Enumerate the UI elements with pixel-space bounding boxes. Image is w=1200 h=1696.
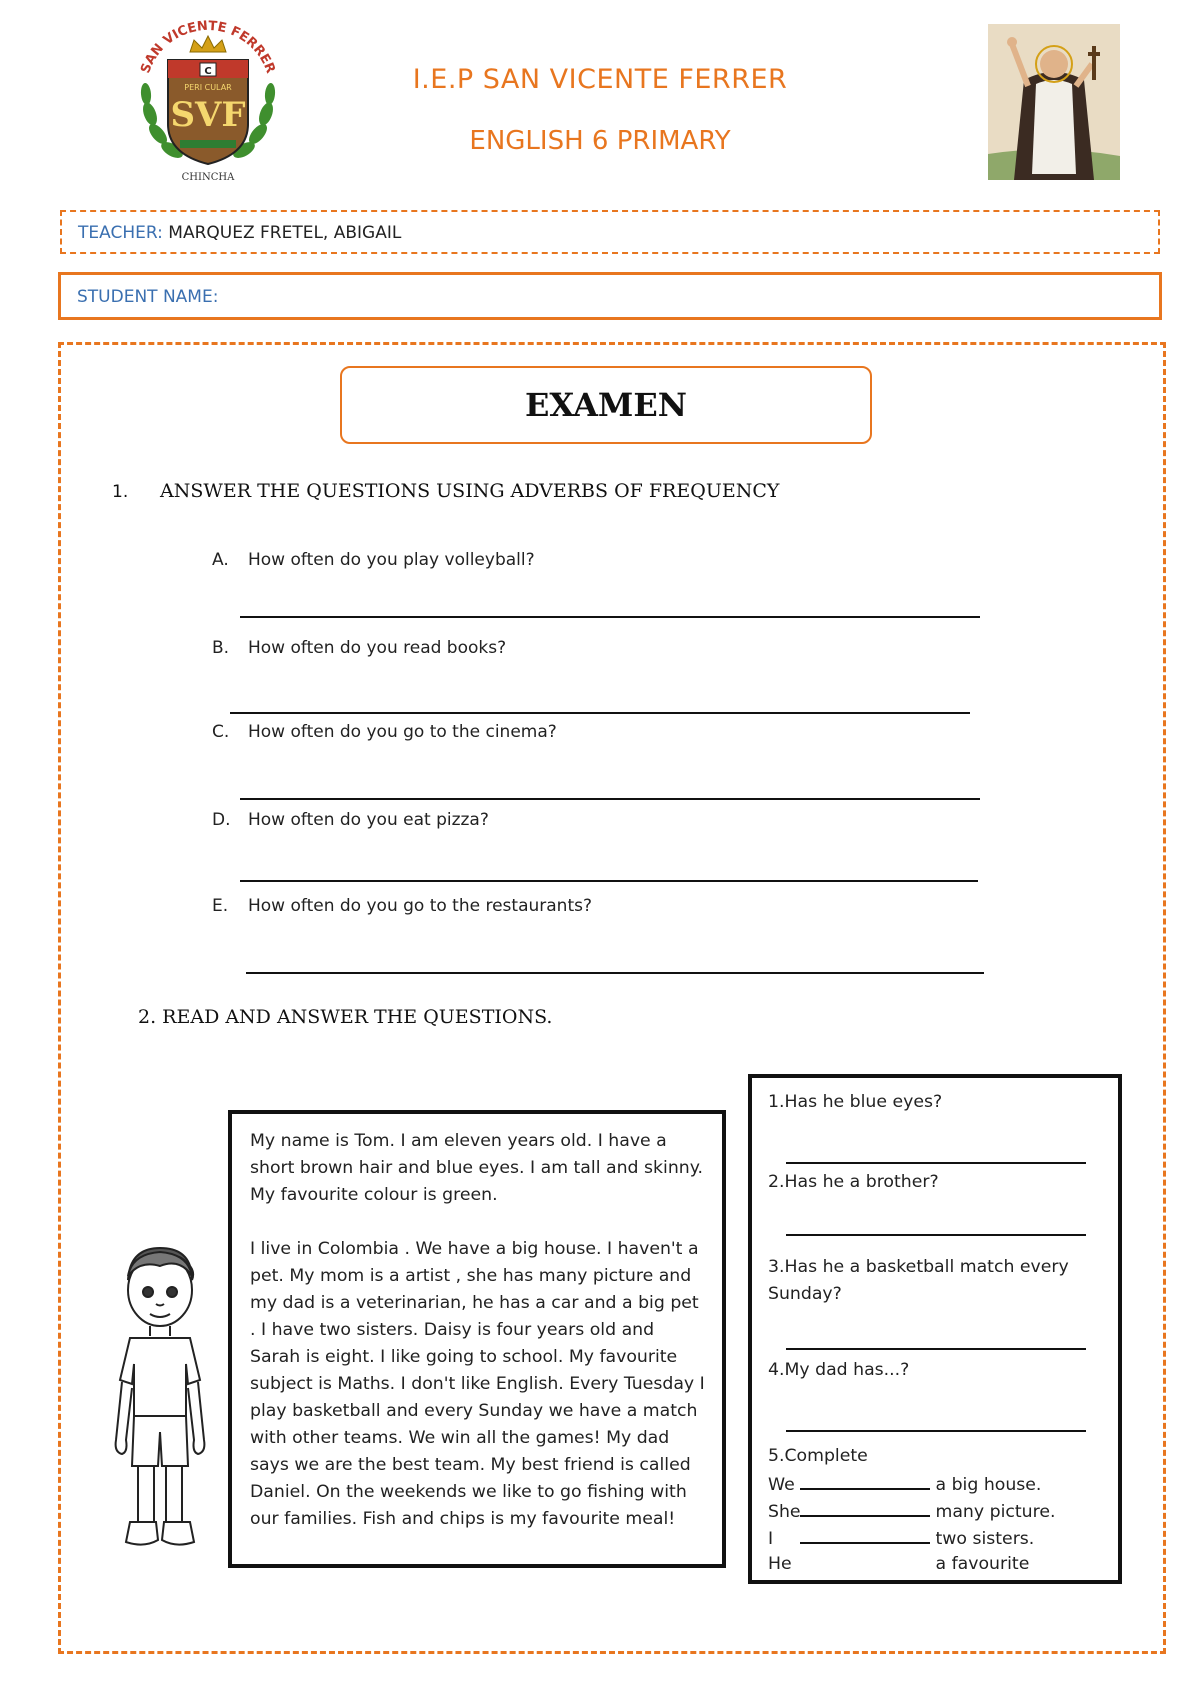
answer-line-q3[interactable] — [786, 1348, 1086, 1350]
comprehension-questions — [748, 1074, 1122, 1584]
reading-passage — [228, 1110, 726, 1568]
logo-letter: C — [204, 66, 212, 77]
complete-row: I two sisters. — [768, 1526, 1034, 1553]
boy-illustration — [100, 1240, 216, 1560]
teacher-label: TEACHER: MARQUEZ FRETEL, ABIGAIL — [78, 223, 402, 243]
answer-line-b[interactable] — [230, 712, 970, 714]
student-name-label: STUDENT NAME: — [77, 287, 219, 307]
fill-blank[interactable] — [800, 1472, 930, 1490]
question-a: A. How often do you play volleyball? — [212, 550, 535, 570]
school-name: I.E.P SAN VICENTE FERRER — [412, 64, 788, 95]
answer-line-q1[interactable] — [786, 1162, 1086, 1164]
complete-title: 5.Complete — [768, 1446, 868, 1466]
complete-row: He a favourite — [768, 1554, 1030, 1574]
story-paragraph-2: I live in Colombia . We have a big house. I haven't a pet. My mom is a artist , she has many picture and my dad is a veterinarian, he has a car and a big pet . I have two sisters. Daisy is four years old and Sarah is eight. I like going to school. My favourite subject is Maths. I don't like English. Every Tuesday I play basketball and every Sunday we have a match with other teams. We win all the games! My dad says we are the best team. My best friend is called Daniel. On the weekends we like to go fishing with our families. Fish and chips is my favourite meal! — [250, 1239, 705, 1529]
fill-blank[interactable] — [800, 1553, 930, 1569]
student-name-field[interactable] — [58, 272, 1162, 320]
question-b: B. How often do you read books? — [212, 638, 507, 658]
teacher-field — [60, 210, 1160, 254]
teacher-name: MARQUEZ FRETEL, ABIGAIL — [168, 223, 402, 243]
logo-motto: PERI CULAR — [184, 83, 232, 92]
logo-city: CHINCHA — [181, 172, 235, 183]
answer-line-q2[interactable] — [786, 1234, 1086, 1236]
logo-monogram: SVF — [170, 95, 246, 135]
answer-line-q4[interactable] — [786, 1430, 1086, 1432]
comprehension-question-1: 1.Has he blue eyes? — [768, 1092, 943, 1112]
section-1-heading: 1. ANSWER THE QUESTIONS USING ADVERBS OF FREQUENCY — [112, 480, 780, 502]
answer-line-e[interactable] — [246, 972, 984, 974]
comprehension-question-4: 4.My dad has...? — [768, 1360, 910, 1380]
answer-line-a[interactable] — [240, 616, 980, 618]
complete-row: We a big house. — [768, 1472, 1041, 1499]
question-e: E. How often do you go to the restaurants? — [212, 896, 593, 916]
complete-row: She many picture. — [768, 1499, 1055, 1526]
comprehension-question-2: 2.Has he a brother? — [768, 1172, 939, 1192]
course-title: ENGLISH 6 PRIMARY — [469, 126, 731, 156]
question-c: C. How often do you go to the cinema? — [212, 722, 557, 742]
fill-blank[interactable] — [800, 1526, 930, 1544]
answer-line-c[interactable] — [240, 798, 980, 800]
saint-portrait-image — [988, 24, 1120, 180]
school-logo — [128, 14, 288, 184]
question-d: D. How often do you eat pizza? — [212, 810, 489, 830]
exam-title: EXAMEN — [340, 366, 872, 444]
section-2-heading: 2. READ AND ANSWER THE QUESTIONS. — [138, 1006, 553, 1028]
fill-blank[interactable] — [800, 1499, 930, 1517]
logo-arc-text: SAN VICENTE FERRER — [138, 18, 278, 76]
story-paragraph-1: My name is Tom. I am eleven years old. I have a short brown hair and blue eyes. I am tall and skinny. My favourite colour is green. — [250, 1131, 703, 1205]
answer-line-d[interactable] — [240, 880, 978, 882]
comprehension-question-3: 3.Has he a basketball match every Sunday? — [768, 1257, 1069, 1304]
